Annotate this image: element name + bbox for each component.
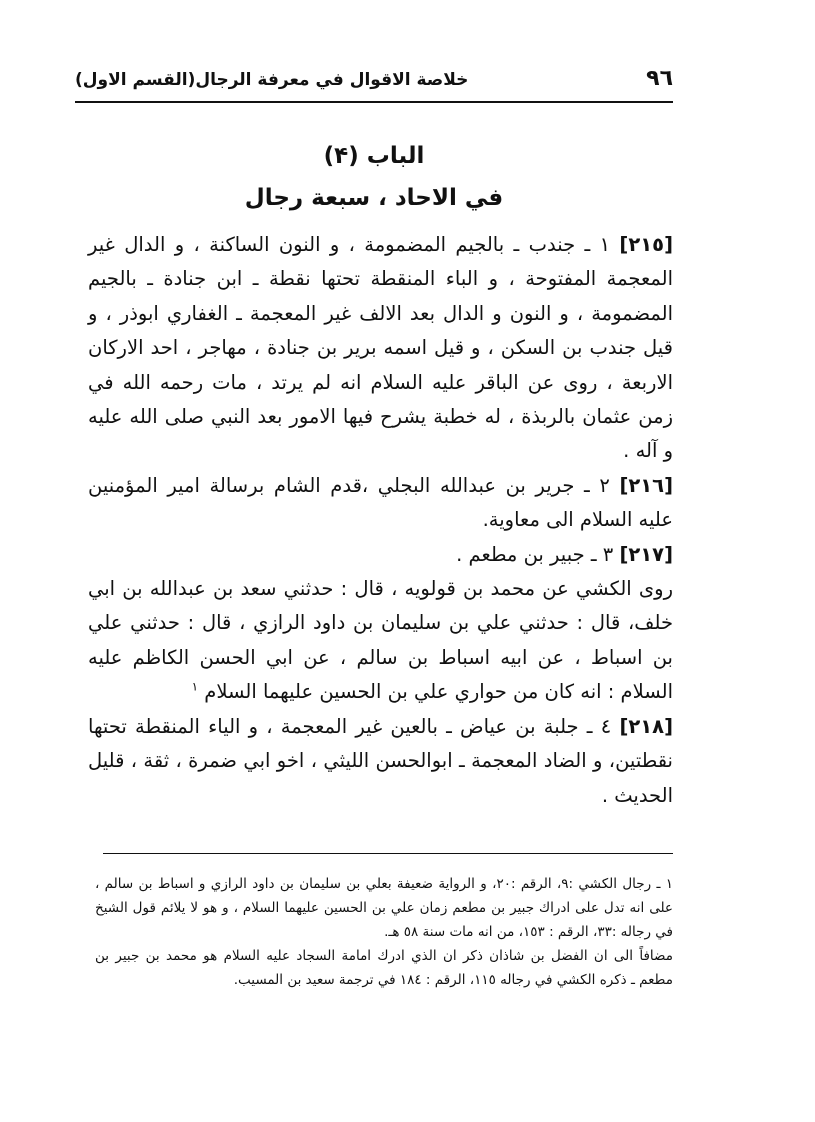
entry-text: ١ ـ جندب ـ بالجيم المضمومة ، و النون الساكنة ، و الدال غير المعجمة المفتوحة ، و الباء المنقطة تحتها نقطة ـ ابن جنادة ـ بالجيم المضمومة ، و النون و الدال بعد الالف غير المعجمة ـ الغفاري ابوذر ، و قيل جندب بن السكن ، و قيل اسمه برير بن جنادة ، مهاجر ، احد الاركان الاربعة ، روى عن الباقر عليه السلام انه لم يرتد ، مات رحمه الله في زمن عثمان بالربذة ، له خطبة يشرح فيها الامور بعد النبي صلى الله عليه و آله . (88, 233, 673, 463)
page-number: ٩٦ (646, 66, 673, 91)
entry-number: [٢١٦] (619, 473, 673, 497)
footnote-reference[interactable]: ١ (191, 679, 199, 694)
entry-text: ٤ ـ جلبة بن عياض ـ بالعين غير المعجمة ، و الياء المنقطة تحتها نقطتين، و الضاد المعجمة ـ ابوالحسن الليثي ، اخو ابي ضمرة ، ثقة ، قليل الحديث . (88, 714, 673, 807)
entry-217-narration (88, 572, 673, 710)
entry-218 (88, 710, 673, 813)
running-title: خلاصة الاقوال في معرفة الرجال(القسم الاول) (75, 70, 469, 90)
entry-text: ٣ ـ جبير بن مطعم . (456, 542, 614, 566)
footnote-rule (103, 853, 673, 854)
entry-text: روى الكشي عن محمد بن قولويه ، قال : حدثني سعد بن عبدالله بن ابي خلف، قال : حدثني علي بن سليمان بن داود الرازي ، قال : حدثني علي بن اسباط ، عن ابيه اسباط بن سالم ، عن ابي الحسن الكاظم عليه السلام : انه كان من حواري علي بن الحسين عليهما السلام (88, 577, 673, 704)
footnote-1-continued: مضافاً الى ان الفضل بن شاذان ذكر ان الذي ادرك امامة السجاد عليه السلام هو محمد بن جبير بن مطعم ـ ذكره الكشي في رجاله ١١٥، الرقم : ١٨٤ في ترجمة سعيد بن المسيب. (95, 948, 673, 988)
entry-215 (88, 228, 673, 469)
chapter-title: الباب (۴) (323, 143, 425, 169)
footnote-1: ١ ـ رجال الكشي :٩، الرقم :٢٠، و الرواية ضعيفة بعلي بن سليمان بن داود الرازي و اسباط بن سالم ، على انه تدل على ادراك جبير بن مطعم زمان علي بن الحسين عليهما السلام ، و هو لا يلائم قول الشيخ في رجاله :٣٣، الرقم : ١٥٣، من انه مات سنة ٥٨ هـ. (95, 876, 673, 940)
entry-number: [٢١٨] (619, 714, 673, 738)
header-rule (75, 101, 673, 103)
entry-number: [٢١٥] (619, 233, 673, 256)
body-text (88, 228, 673, 813)
entry-216 (88, 469, 673, 538)
entry-text: ٢ ـ جرير بن عبدالله البجلي ،قدم الشام برسالة امير المؤمنين عليه السلام الى معاوية. (88, 473, 673, 532)
entry-number: [٢١٧] (619, 542, 673, 566)
chapter-subtitle: في الاحاد ، سبعة رجال (244, 185, 504, 211)
page-header (75, 62, 673, 102)
entry-217 (88, 538, 673, 572)
footnotes (95, 872, 673, 992)
